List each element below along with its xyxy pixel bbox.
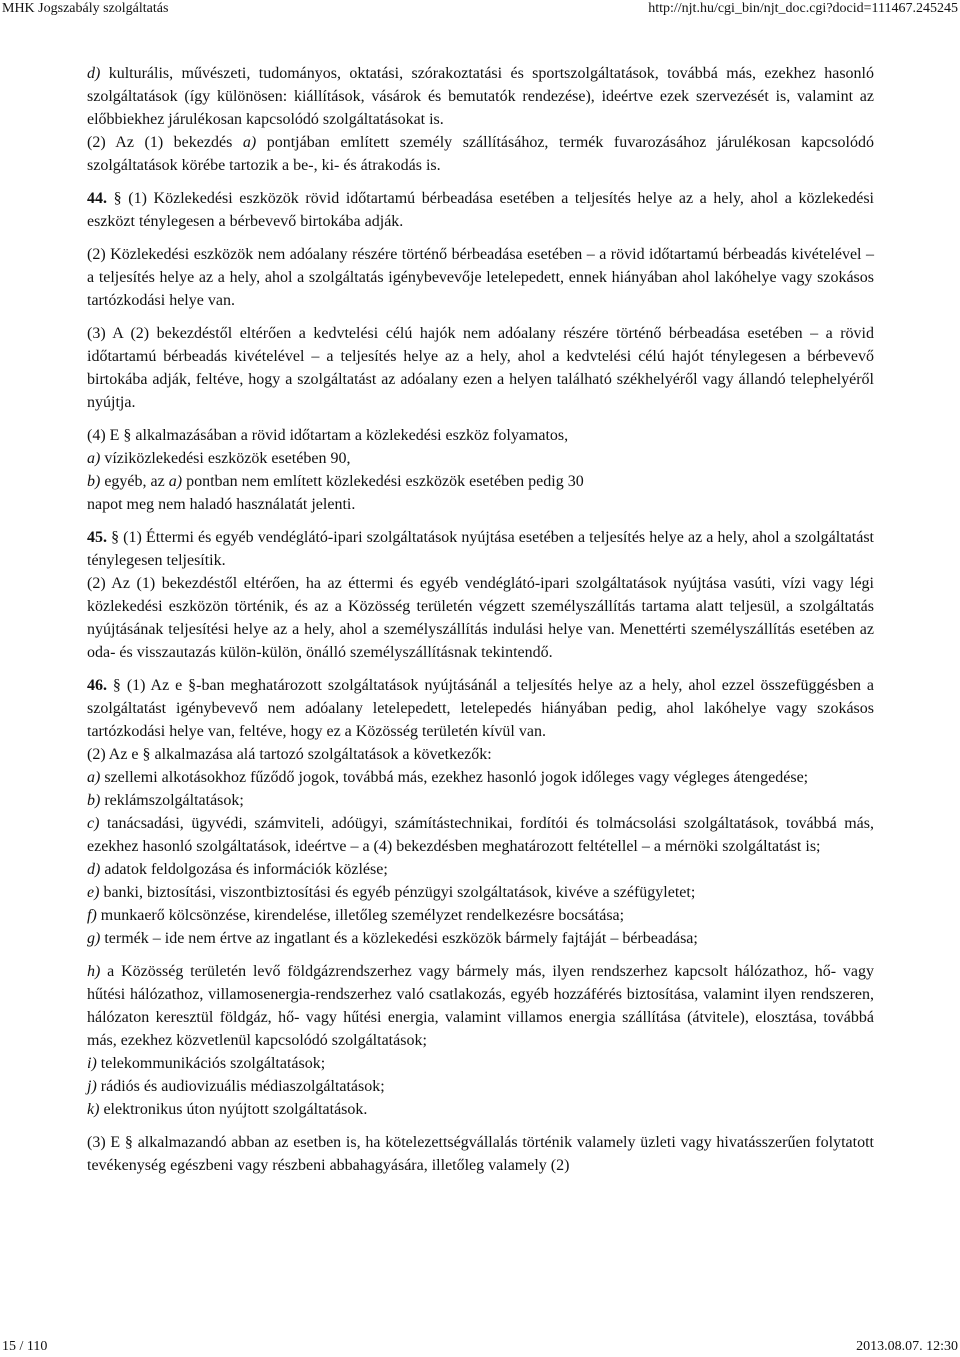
- header-source: MHK Jogszabály szolgáltatás: [2, 1, 169, 16]
- section-number: 44.: [87, 190, 107, 207]
- paragraph-46-2: (2) Az e § alkalmazása alá tartozó szolgáltatások a következők:: [87, 746, 492, 763]
- paragraph-text: pontban nem említett közlekedési eszközök esetében pedig 30: [182, 473, 584, 490]
- item-g: [87, 927, 874, 950]
- item-label: k): [87, 1101, 100, 1118]
- section-44-1: [87, 187, 874, 233]
- print-datetime: 2013.08.07. 12:30: [856, 1339, 958, 1354]
- item-f: [87, 904, 874, 927]
- paragraph-45-2: (2) Az (1) bekezdéstől eltérően, ha az éttermi és egyéb vendéglátó-ipari szolgáltatások nyújtása vasúti, vízi vagy légi közlekedési eszközön történik, és az a Közösség területén végzett személyszállítás tartama alatt teljesül, a szolgáltatás nyújtásának teljesítési helye az a hely, ahol a személyszállítás indulási helye van. Menettérti személyszállítás esetében az oda- és visszautazás külön-külön, önálló személyszállításnak tekintendő.: [87, 575, 874, 661]
- paragraph-text: termék – ide nem értve az ingatlant és a közlekedési eszközök bármely fajtáját – bérbeadása;: [100, 930, 698, 947]
- document-body: [87, 62, 874, 1177]
- item-e: [87, 881, 874, 904]
- paragraph-text: víziközlekedési eszközök esetében 90,: [100, 450, 351, 467]
- paragraph-text: § (1) Éttermi és egyéb vendéglátó-ipari szolgáltatások nyújtása esetében a teljesítés helye az a hely, ahol a szolgáltatást ténylegesen teljesítik.: [87, 529, 874, 569]
- section-number: 46.: [87, 677, 107, 694]
- paragraph-tail: napot meg nem haladó használatát jelenti.: [87, 496, 356, 513]
- paragraph-text: pontjában említett személy szállításához, termék fuvarozásához járulékosan kapcsolódó szolgáltatások körébe tartozik a be-, ki- és átrakodás is.: [87, 134, 874, 174]
- item-h: [87, 960, 874, 1052]
- section-45-1: [87, 526, 874, 572]
- paragraph-43-2: [87, 131, 874, 177]
- item-label: a): [87, 450, 101, 467]
- item-label: b): [87, 792, 101, 809]
- item-label: j): [87, 1078, 97, 1095]
- paragraph-prefix: (2) Az (1) bekezdés: [87, 134, 243, 151]
- page-number: 15 / 110: [2, 1339, 48, 1354]
- item-label: h): [87, 963, 101, 980]
- paragraph-text: szellemi alkotásokhoz fűződő jogok, továbbá más, ezekhez hasonló jogok időleges vagy végleges átengedése;: [100, 769, 809, 786]
- paragraph-text: elektronikus úton nyújtott szolgáltatások.: [99, 1101, 368, 1118]
- item-d: [87, 858, 874, 881]
- page-header: [0, 0, 960, 22]
- paragraph-text: munkaerő kölcsönzése, kirendelése, illetőleg személyzet rendelkezésre bocsátása;: [96, 907, 625, 924]
- paragraph-text: banki, biztosítási, viszontbiztosítási és egyéb pénzügyi szolgáltatások, kivéve a széfügyletet;: [99, 884, 696, 901]
- paragraph-text: § (1) Közlekedési eszközök rövid időtartamú bérbeadása esetében a teljesítés helye az a hely, ahol a közlekedési eszközt ténylegesen a bérbevevő birtokába adják.: [87, 190, 874, 230]
- item-i: [87, 1052, 874, 1075]
- item-label: d): [87, 65, 101, 82]
- paragraph-d: [87, 62, 874, 131]
- paragraph-text: reklámszolgáltatások;: [100, 792, 244, 809]
- item-b: [87, 789, 874, 812]
- paragraph-text: tanácsadási, ügyvédi, számviteli, adóügyi, számítástechnikai, fordítói és tolmácsolási szolgáltatások, továbbá más, ezekhez hasonló szolgáltatások, ideértve – a (4) bekezdésben meghatározott feltétellel – a mérnöki szolgáltatást is;: [87, 815, 874, 855]
- paragraph-text: § (1) Az e §-ban meghatározott szolgáltatások nyújtásánál a teljesítés helye az a hely, ahol ezzel összefüggésben a szolgáltatást igénybevevő nem adóalany letelepedett, letelepedés hiányában pedig, ahol lakóhelye vagy szokásos tartózkodási helye van, feltéve, hogy ez a Közösség területén kívül van.: [87, 677, 874, 740]
- item-label: f): [87, 907, 97, 924]
- item-label: c): [87, 815, 100, 832]
- paragraph-44-4: (4) E § alkalmazásában a rövid időtartam a közlekedési eszköz folyamatos,: [87, 427, 569, 444]
- item-label: a): [87, 769, 101, 786]
- paragraph-text: adatok feldolgozása és információk közlése;: [100, 861, 388, 878]
- item-k: [87, 1098, 874, 1121]
- paragraph-44-2: (2) Közlekedési eszközök nem adóalany részére történő bérbeadása esetében – a rövid időtartamú bérbeadás kivételével – a teljesítés helye az a hely, ahol a szolgáltatás igénybevevője letelepedett, ennek hiányában ahol lakóhelye vagy szokásos tartózkodási helye van.: [87, 246, 874, 309]
- item-label: g): [87, 930, 101, 947]
- paragraph-text: egyéb, az: [100, 473, 169, 490]
- section-number: 45.: [87, 529, 107, 546]
- page-footer: [0, 1337, 960, 1357]
- item-label: e): [87, 884, 100, 901]
- item-label-ref: a): [168, 473, 183, 490]
- item-j: [87, 1075, 874, 1098]
- item-a: [87, 447, 874, 470]
- paragraph-text: a Közösség területén levő földgázrendszerhez vagy bármely más, ilyen rendszerhez kapcsolt hálózathoz, hő- vagy hűtési hálózathoz, villamosenergia-rendszerhez való csatlakozás, egyéb hozzáférés biztosítása, valamint ilyen rendszeren, hálózaton keresztül földgáz, hő- vagy hűtési energia, valamint villamos energia szállítása (átvitele), elosztása, továbbá más, ezekhez közvetlenül kapcsolódó szolgáltatások;: [87, 963, 874, 1049]
- item-a: [87, 766, 874, 789]
- item-c: [87, 812, 874, 858]
- item-label: b): [87, 473, 101, 490]
- item-label: d): [87, 861, 101, 878]
- paragraph-text: telekommunikációs szolgáltatások;: [96, 1055, 326, 1072]
- paragraph-44-3: (3) A (2) bekezdéstől eltérően a kedvtelési célú hajók nem adóalany részére történő bérbeadása esetében – a rövid időtartamú bérbeadás kivételével – a teljesítés helye az a hely, ahol a kedvtelési célú hajót ténylegesen a bérbevevő birtokába adják, feltéve, hogy a szolgáltatást az adóalany ezen a helyen található székhelyéről vagy állandó telephelyéről nyújtja.: [87, 325, 874, 411]
- paragraph-text: rádiós és audiovizuális médiaszolgáltatások;: [96, 1078, 385, 1095]
- item-label: i): [87, 1055, 97, 1072]
- paragraph-46-3: (3) E § alkalmazandó abban az esetben is, ha kötelezettségvállalás történik valamely üzleti vagy hivatásszerűen folytatott tevékenység egészbeni vagy részbeni abbahagyására, illetőleg valamely (2): [87, 1134, 874, 1174]
- paragraph-text: kulturális, művészeti, tudományos, oktatási, szórakoztatási és sportszolgáltatások, továbbá más, ezekhez hasonló szolgáltatások (így különösen: kiállítások, vásárok és bemutatók rendezése), ideértve ezek szervezését is, valamint az előbbiekhez járulékosan kapcsolódó szolgáltatásokat is.: [87, 65, 874, 128]
- section-46-1: [87, 674, 874, 743]
- item-b: [87, 470, 874, 493]
- header-url[interactable]: http://njt.hu/cgi_bin/njt_doc.cgi?docid=111467.245245: [648, 1, 958, 16]
- item-label: a): [242, 134, 257, 151]
